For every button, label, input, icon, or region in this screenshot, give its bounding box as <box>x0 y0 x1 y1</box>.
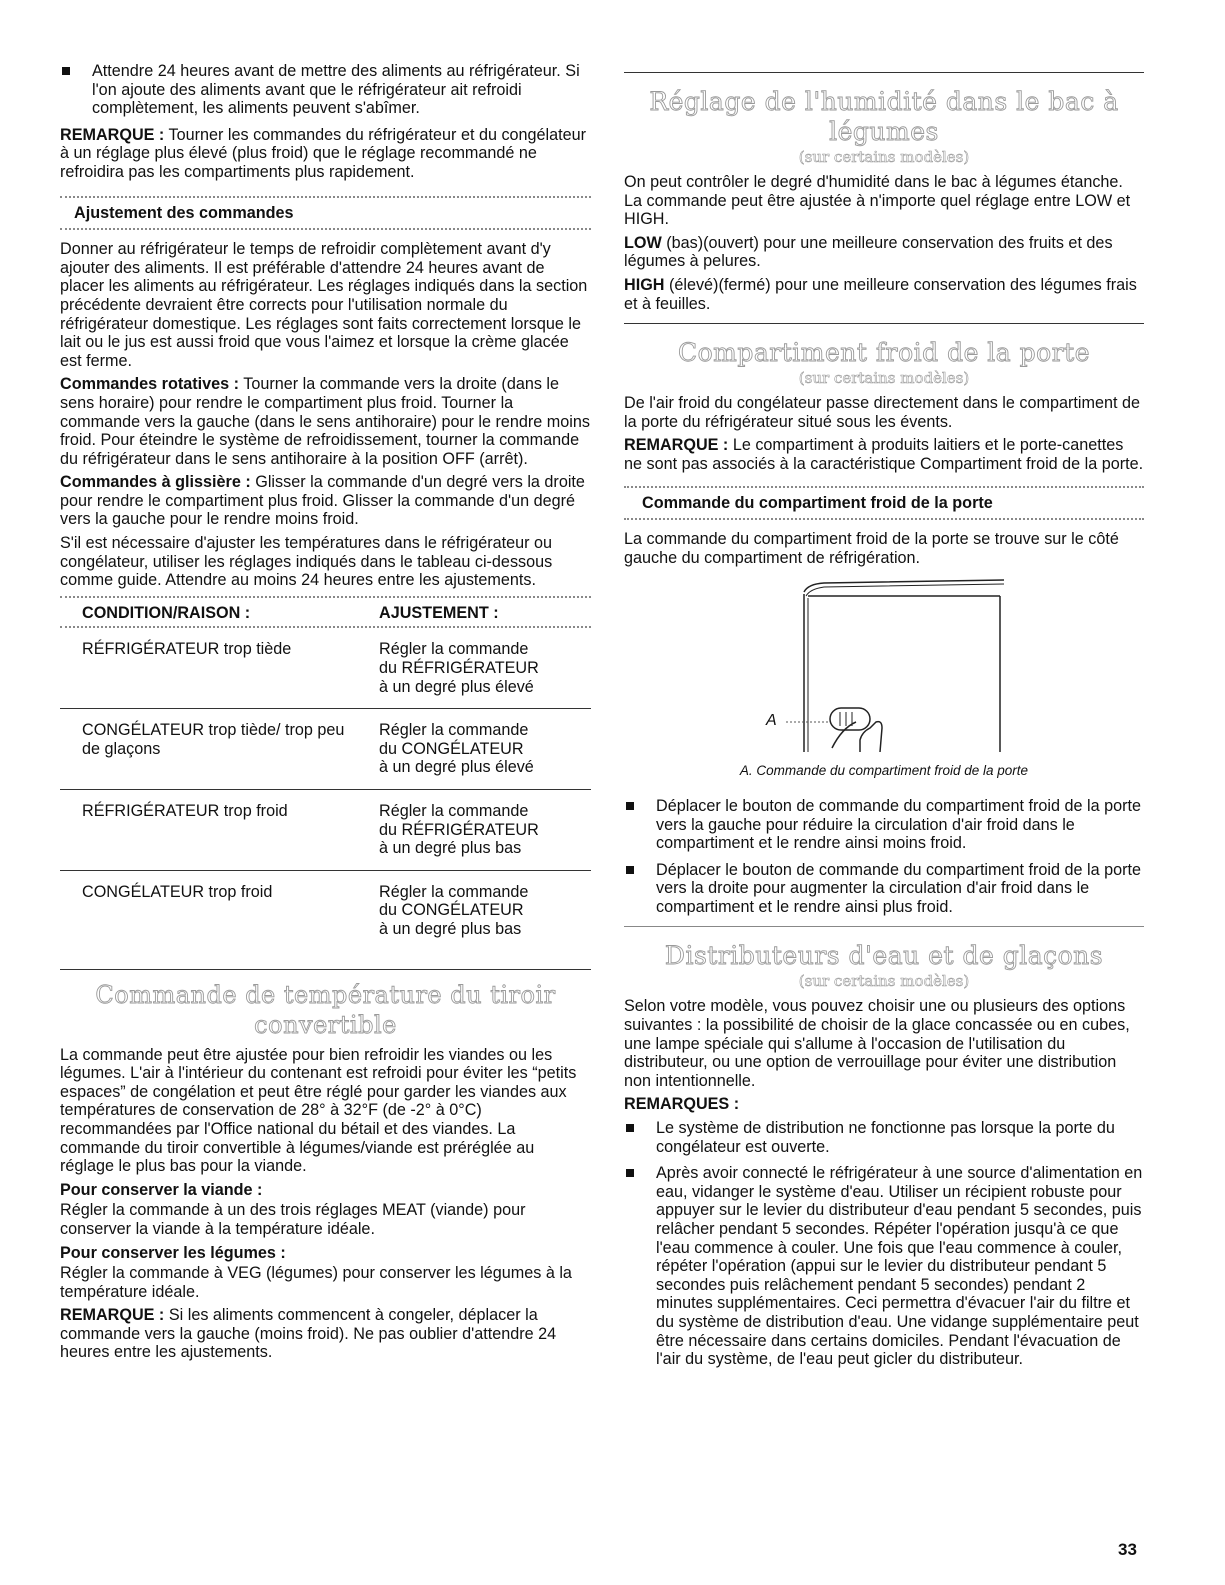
section-title-ajustement: Ajustement des commandes <box>74 203 294 222</box>
divider <box>624 518 1144 520</box>
divider <box>60 969 591 970</box>
humidite-paragraph: On peut contrôler le degré d'humidité dans le bac à légumes étanche. La commande peut être ajustée à n'importe quel réglage entre LOW et HIGH. <box>624 173 1131 229</box>
bullet-intro: Attendre 24 heures avant de mettre des aliments au réfrigérateur. Si l'on ajoute des aliments avant que le réfrigérateur ait refroidi complètement, les aliments peuvent s'abîmer. <box>60 62 591 118</box>
list-item: Après avoir connecté le réfrigérateur à une source d'alimentation en eau, vidanger le système d'eau. Utiliser un récipient robuste pour appuyer sur le levier du distributeur d'eau pendant 5 secondes, puis relâcher pendant 5 secondes. Répéter l'opération jusqu'à ce que l'eau commence à couler. Une fois que l'eau commence à couler, répéter l'opération (appui sur le levier du distributeur pendant 5 secondes puis relâchement pendant 5 secondes) pendant 2 minutes supplémentaires. Ceci permettra d'évacuer l'air du filtre et du système de distribution d'eau. Une vidange supplémentaire peut être nécessaire dans certains domiciles. Pendant l'évacuation de l'air du système, de l'eau peut gicler du distributeur. <box>624 1164 1144 1369</box>
figure-label-a: A <box>766 712 777 730</box>
remarques-heading: REMARQUES : <box>624 1095 740 1114</box>
list-item: Déplacer le bouton de commande du compartiment froid de la porte vers la gauche pour réduire la circulation d'air froid dans le compartiment et le rendre ainsi moins froid. <box>624 797 1144 853</box>
legumes-text: Régler la commande à VEG (légumes) pour conserver les légumes à la température idéale. <box>60 1264 572 1301</box>
ajustement-paragraph-2: S'il est nécessaire d'ajuster les températures dans le réfrigérateur ou congélateur, utiliser les réglages indiqués dans le tableau ci-dessous comme guide. Attendre au moins 24 heures entre les ajustements. <box>60 534 553 590</box>
low-setting: LOW (bas)(ouvert) pour une meilleure conservation des fruits et des légumes à pelures. <box>624 233 1113 271</box>
porte-paragraph: De l'air froid du congélateur passe directement dans le compartiment de la porte du réfrigérateur situé sous les évents. <box>624 394 1140 431</box>
table-row: RÉFRIGÉRATEUR trop froid Régler la commande du RÉFRIGÉRATEUR à un degré plus bas <box>60 790 591 871</box>
divider <box>624 72 1144 73</box>
distributeurs-paragraph: Selon votre modèle, vous pouvez choisir une ou plusieurs des options suivantes : la possibilité de choisir de la glace concassée ou en cubes, une lampe spéciale qui s'allume à l'occasion de l'utilisation du distributeur, ou une option de verrouillage pour éviter une distribution non intentionnelle. <box>624 997 1130 1090</box>
right-column <box>624 72 1144 1377</box>
table-header <box>60 598 591 627</box>
door-illustration <box>624 572 1144 758</box>
table-row: CONGÉLATEUR trop tiède/ trop peu de glaçons Régler la commande du CONGÉLATEUR à un degré plus élevé <box>60 709 591 790</box>
porte-remarque: REMARQUE : Le compartiment à produits laitiers et le porte-canettes ne sont pas associés à la caractéristique Compartiment froid de la porte. <box>624 436 1144 473</box>
left-column <box>60 62 591 1367</box>
section-title-humidite: Réglage de l'humidité dans le bac à légumes <box>649 87 1119 146</box>
door-control-figure <box>624 572 1144 758</box>
section-title-porte: Compartiment froid de la porte <box>677 338 1091 368</box>
column-header-condition: CONDITION/RAISON : <box>82 603 251 622</box>
divider <box>60 228 591 230</box>
ajustement-paragraph-1: Donner au réfrigérateur le temps de refroidir complètement avant d'y ajouter des aliments. Il est préférable d'attendre 24 heures avant de placer les aliments au réfrigérateur. Les réglages indiqués dans la section précédente devraient être corrects pour l'utilisation normale du réfrigérateur domestique. Les réglages sont faits correctement lorsque le lait ou le jus est aussi froid que vous l'aimez et lorsque la crème glacée est ferme. <box>60 240 588 370</box>
commandes-glissiere: Commandes à glissière : Glisser la commande d'un degré vers la droite pour rendre le compartiment plus froid. Glisser la commande d'un degré vers la gauche pour le rendre moins froid. <box>60 473 585 529</box>
commandes-rotatives: Commandes rotatives : Tourner la commande vers la droite (dans le sens horaire) pour rendre le compartiment plus froid. Tourner la commande vers la gauche (dans le sens antihoraire) pour le rendre moins froid. Pour éteindre le système de refroidissement, tourner la commande du réfrigérateur dans le sens antihoraire à la position OFF (arrêt). <box>60 375 590 468</box>
divider <box>624 323 1144 324</box>
divider <box>624 926 1144 927</box>
column-header-ajustement: AJUSTEMENT : <box>379 603 499 622</box>
section-subtitle-porte: (sur certains modèles) <box>798 369 970 388</box>
section-subtitle-humidite: (sur certains modèles) <box>798 148 970 166</box>
figure-caption: A. Commande du compartiment froid de la porte <box>739 763 1029 779</box>
commande-porte-paragraph: La commande du compartiment froid de la porte se trouve sur le côté gauche du compartiment de réfrigération. <box>624 530 1119 567</box>
legumes-heading: Pour conserver les légumes : <box>60 1243 286 1262</box>
table-row: RÉFRIGÉRATEUR trop tiède Régler la commande du RÉFRIGÉRATEUR à un degré plus élevé <box>60 628 591 708</box>
section-title-tiroir: Commande de température du tiroir convertible <box>95 980 556 1039</box>
high-setting: HIGH (élevé)(fermé) pour une meilleure conservation des légumes frais et à feuilles. <box>624 275 1137 313</box>
section-title-commande-porte: Commande du compartiment froid de la porte <box>642 493 993 512</box>
tiroir-paragraph: La commande peut être ajustée pour bien refroidir les viandes ou les légumes. L'air à l'intérieur du contenant est refroidi pour éviter les “petits espaces” de congélation et peut être réglé pour garder les viandes aux températures de conservation de 28° à 32°F (de -2° à 0°C) recommandées par l'Office national du bétail et des viandes. La commande du tiroir convertible à légumes/viande est préréglée au réglage le plus bas pour la viande. <box>60 1045 577 1176</box>
remarque-2: REMARQUE : Si les aliments commencent à congeler, déplacer la commande vers la gauche (moins froid). Ne pas oublier d'attendre 24 heures entre les ajustements. <box>60 1306 557 1362</box>
section-subtitle-distributeurs: (sur certains modèles) <box>798 972 970 991</box>
viande-text: Régler la commande à un des trois réglages MEAT (viande) pour conserver la viande à la température idéale. <box>60 1201 526 1238</box>
list-item: Le système de distribution ne fonctionne pas lorsque la porte du congélateur est ouverte. <box>624 1119 1144 1156</box>
viande-heading: Pour conserver la viande : <box>60 1180 263 1199</box>
adjustment-table <box>60 598 591 951</box>
remarque-1: REMARQUE : Tourner les commandes du réfrigérateur et du congélateur à un réglage plus élevé (plus froid) que le réglage recommandé ne refroidira pas les compartiments plus rapidement. <box>60 125 587 181</box>
section-title-distributeurs: Distributeurs d'eau et de glaçons <box>664 941 1104 971</box>
list-item: Déplacer le bouton de commande du compartiment froid de la porte vers la droite pour augmenter la circulation d'air froid dans le compartiment et le rendre ainsi plus froid. <box>624 861 1144 917</box>
page-number: 33 <box>1118 1540 1137 1559</box>
table-row: CONGÉLATEUR trop froid Régler la commande du CONGÉLATEUR à un degré plus bas <box>82 882 529 938</box>
